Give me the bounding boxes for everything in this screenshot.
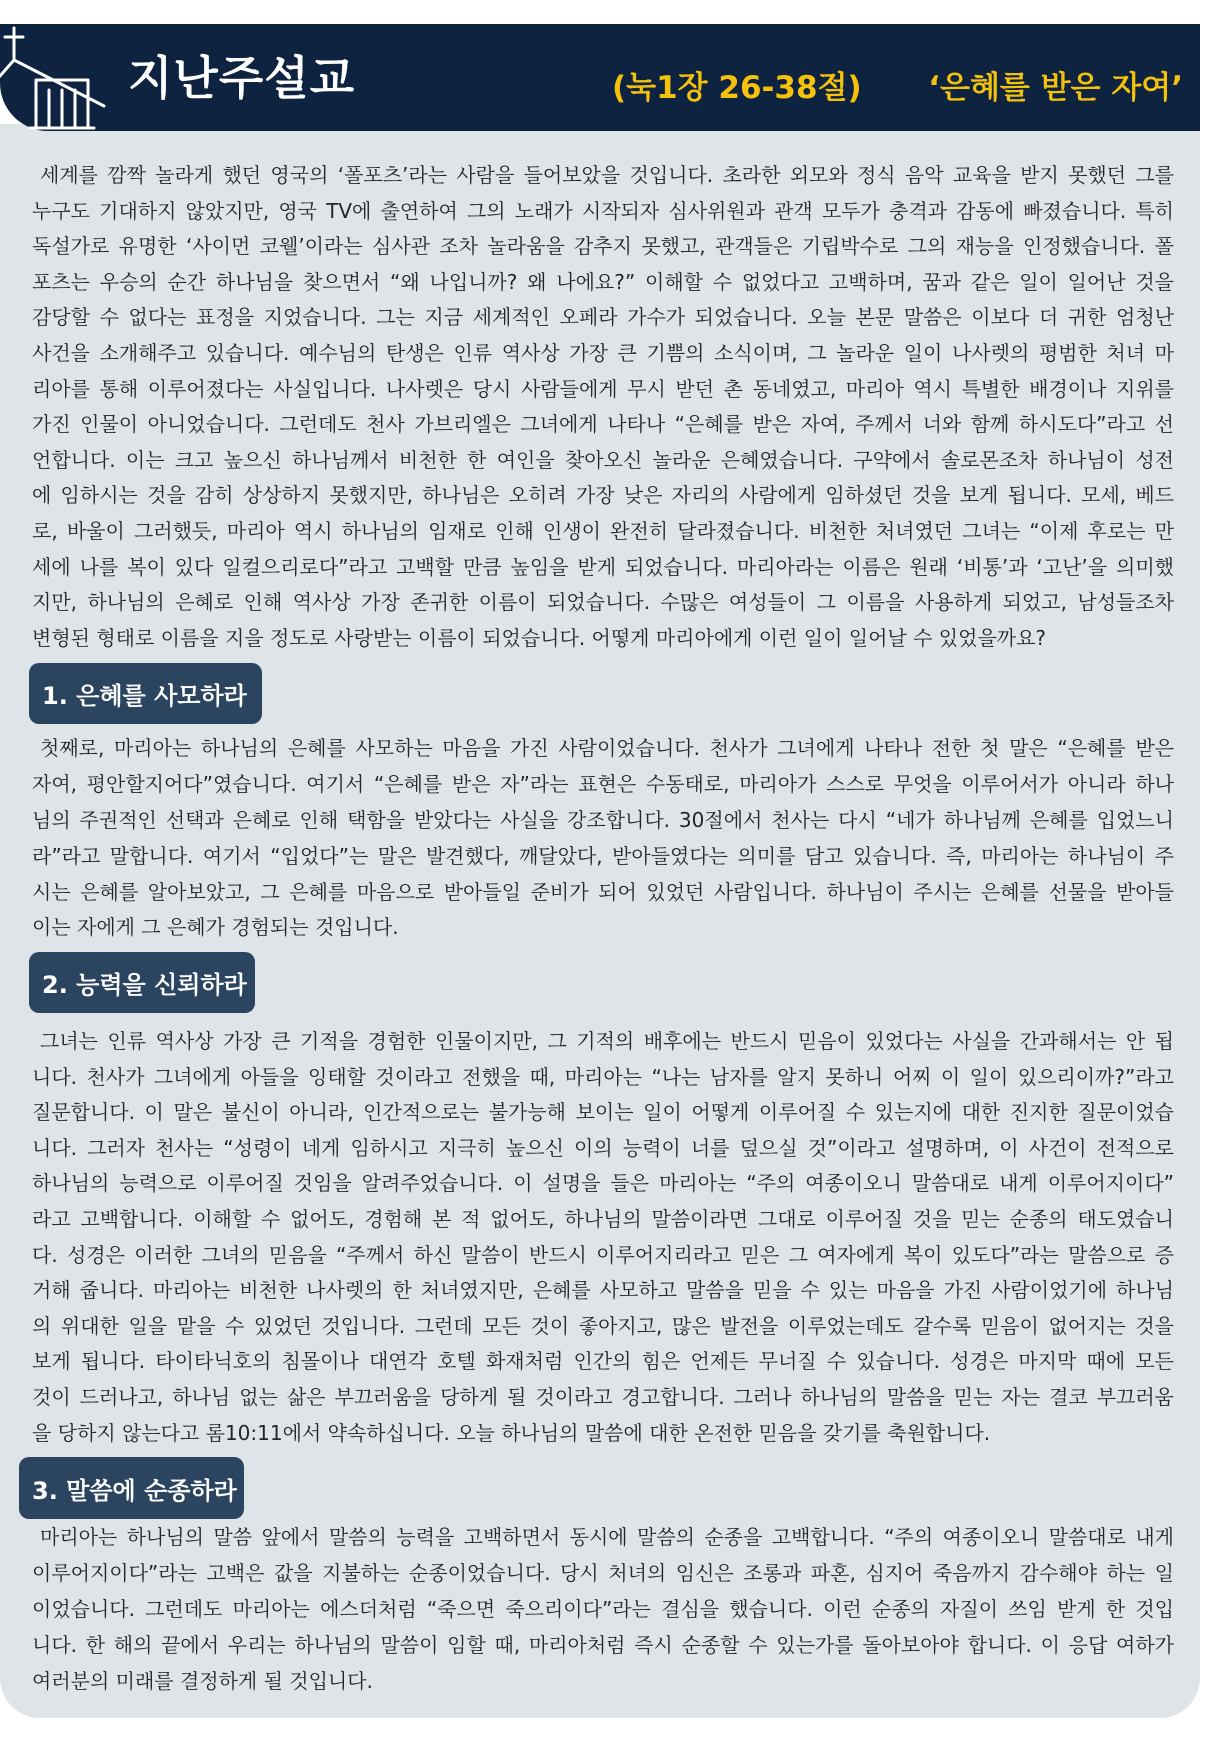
body-line: 하나님의 능력으로 이루어질 것임을 알려주었습니다. 이 설명을 들은 마리아는 “주의 여종이오니 말씀대로 내게 이루어지이다” [32,1171,1174,1196]
body-line: 가진 인물이 아니었습니다. 그런데도 천사 가브리엘은 그녀에게 나타나 “은혜를 받은 자여, 주께서 너와 함께 하시도다”라고 선 [32,412,1174,437]
body-line: 다. 성경은 이러한 그녀의 믿음을 “주께서 하신 말씀이 반드시 이루어지리라고 믿은 그 여자에게 복이 있도다”라는 말씀으로 증 [32,1242,1174,1267]
body-line: 리아를 통해 이루어졌다는 사실입니다. 나사렛은 당시 사람들에게 무시 받던 촌 동네였고, 마리아 역시 특별한 배경이나 지위를 [32,376,1174,401]
body-line: 감당할 수 없다는 표정을 지었습니다. 그는 지금 세계적인 오페라 가수가 되었습니다. 오늘 본문 말씀은 이보다 더 귀한 엄청난 [32,305,1174,330]
sermon-title: ‘은혜를 받은 자여’ [928,70,1183,106]
body-line: 변형된 형태로 이름을 지을 정도로 사랑받는 이름이 되었습니다. 어떻게 마리아에게 이런 일이 일어날 수 있었을까요? [32,625,1047,650]
body-line: 지만, 하나님의 은혜로 인해 역사상 가장 존귀한 이름이 되었습니다. 수많은 여성들이 그 이름을 사용하게 되었고, 남성들조차 [32,590,1174,615]
body-line: 첫째로, 마리아는 하나님의 은혜를 사모하는 마음을 가진 사람이었습니다. 천사가 그녀에게 나타나 전한 첫 말은 “은혜를 받은 [40,736,1174,760]
body-line: 것이 드러나고, 하나님 없는 삶은 부끄러움을 당하게 될 것이라고 경고합니다. 그러나 하나님의 말씀을 믿는 자는 결코 부끄러움 [32,1384,1174,1409]
section-paragraph [32,731,1174,946]
body-line: 마리아는 하나님의 말씀 앞에서 말씀의 능력을 고백하면서 동시에 말씀의 순종을 고백합니다. “주의 여종이오니 말씀대로 내게 [40,1525,1174,1549]
body-line: 세에 나를 복이 있다 일컬으리로다”라고 고백할 만큼 높임을 받게 되었습니다. 마리아라는 이름은 원래 ‘비통’과 ‘고난’을 의미했 [32,554,1174,579]
body-line: 여러분의 미래를 결정하게 될 것입니다. [32,1669,373,1693]
section-heading [29,663,262,724]
body-line: 보게 됩니다. 타이타닉호의 침몰이나 대연각 호텔 화재처럼 인간의 힘은 언제든 무너질 수 있습니다. 성경은 마지막 때에 모든 [32,1349,1174,1374]
body-line: 니다. 천사가 그녀에게 아들을 잉태할 것이라고 전했을 때, 마리아는 “나는 남자를 알지 못하니 어찌 이 일이 있으리이까?”라고 [32,1064,1174,1089]
body-line: 라”라고 말합니다. 여기서 “입었다”는 말은 발견했다, 깨달았다, 받아들였다는 의미를 담고 있습니다. 즉, 마리아는 하나님이 주 [32,843,1174,868]
body-line: 질문합니다. 이 말은 불신이 아니라, 인간적으로는 불가능해 보이는 일이 어떻게 이루어질 수 있는지에 대한 진지한 질문이었습 [32,1100,1174,1125]
church-icon [0,24,120,131]
body-line: 시는 은혜를 알아보았고, 그 은혜를 마음으로 받아들일 준비가 되어 있었던 사람입니다. 하나님이 주시는 은혜를 선물을 받아들 [32,879,1174,904]
body-line: 에 임하시는 것을 감히 상상하지 못했지만, 하나님은 오히려 가장 낮은 자리의 사람에게 임하셨던 것을 보게 됩니다. 모세, 베드 [32,483,1174,508]
body-line: 을 당하지 않는다고 롬10:11에서 약속하십니다. 오늘 하나님의 말씀에 대한 온전한 믿음을 갖기를 축원합니다. [32,1420,991,1445]
intro-paragraph [32,158,1174,656]
body-line: 니다. 그러자 천사는 “성령이 네게 임하시고 지극히 높으신 이의 능력이 너를 덮으실 것”이라고 설명하며, 이 사건이 전적으로 [32,1135,1174,1160]
body-line: 님의 주권적인 선택과 은혜로 인해 택함을 받았다는 사실을 강조합니다. 30절에서 천사는 다시 “네가 하나님께 은혜를 입었느니 [32,807,1174,832]
page-title: 지난주설교 [128,51,356,105]
section-heading-label: 1. 은혜를 사모하라 [42,682,247,710]
body-line: 이는 자에게 그 은혜가 경험되는 것입니다. [32,915,399,940]
section-heading-label: 3. 말씀에 순종하라 [32,1476,237,1505]
scripture-reference: (눅1장 26-38절) [612,70,862,106]
body-line: 그녀는 인류 역사상 가장 큰 기적을 경험한 인물이지만, 그 기적의 배후에는 반드시 믿음이 있었다는 사실을 간과해서는 안 됩 [40,1029,1174,1053]
body-line: 포츠는 우승의 순간 하나님을 찾으면서 “왜 나입니까? 왜 나에요?” 이해할 수 없었다고 고백하며, 꿈과 같은 일이 일어난 것을 [32,269,1174,294]
body-line: 니다. 한 해의 끝에서 우리는 하나님의 말씀이 임할 때, 마리아처럼 즉시 순종할 수 있는가를 돌아보아야 합니다. 이 응답 여하가 [32,1633,1174,1657]
section-paragraph [32,1024,1174,1451]
section-heading-label: 2. 능력을 신뢰하라 [42,971,247,999]
body-line: 이었습니다. 그런데도 마리아는 에스더처럼 “죽으면 죽으리이다”라는 결심을 했습니다. 이런 순종의 자질이 쓰임 받게 한 것입 [32,1597,1174,1621]
body-line: 이루어지이다”라는 고백은 값을 지불하는 순종이었습니다. 당시 처녀의 임신은 조롱과 파혼, 심지어 죽음까지 감수해야 하는 일 [32,1561,1174,1585]
section-heading [29,952,255,1013]
body-line: 자여, 평안할지어다”였습니다. 여기서 “은혜를 받은 자”라는 표현은 수동태로, 마리아가 스스로 무엇을 이루어서가 아니라 하나 [32,771,1174,796]
body-line: 세계를 깜짝 놀라게 했던 영국의 ‘폴포츠’라는 사람을 들어보았을 것입니다. 초라한 외모와 정식 음악 교육을 받지 못했던 그를 [40,163,1174,187]
body-line: 의 위대한 일을 맡을 수 있었던 것입니다. 그런데 모든 것이 좋아지고, 많은 발전을 이루었는데도 갈수록 믿음이 없어지는 것을 [32,1313,1174,1338]
body-line: 사건을 소개해주고 있습니다. 예수님의 탄생은 인류 역사상 가장 큰 기쁨의 소식이며, 그 놀라운 일이 나사렛의 평범한 처녀 마 [32,340,1174,365]
page-header [0,24,1200,131]
body-line: 언합니다. 이는 크고 높으신 하나님께서 비천한 한 여인을 찾아오신 놀라운 은혜였습니다. 구약에서 솔로몬조차 하나님이 성전 [32,447,1174,472]
section-paragraph [32,1519,1174,1699]
body-line: 독설가로 유명한 ‘사이먼 코웰’이라는 심사관 조차 놀라움을 감추지 못했고, 관객들은 기립박수로 그의 재능을 인정했습니다. 폴 [32,234,1174,259]
body-line: 누구도 기대하지 않았지만, 영국 TV에 출연하여 그의 노래가 시작되자 심사위원과 관객 모두가 충격과 감동에 빠졌습니다. 특히 [32,198,1174,223]
section-heading [19,1457,244,1519]
body-line: 거해 줍니다. 마리아는 비천한 나사렛의 한 처녀였지만, 은혜를 사모하고 말씀을 믿을 수 있는 마음을 가진 사람이었기에 하나님 [32,1278,1174,1303]
body-line: 라고 고백합니다. 이해할 수 없어도, 경험해 본 적 없어도, 하나님의 말씀이라면 그대로 이루어질 것을 믿는 순종의 태도였습니 [32,1206,1174,1231]
body-line: 로, 바울이 그러했듯, 마리아 역시 하나님의 임재로 인해 인생이 완전히 달라졌습니다. 비천한 처녀였던 그녀는 “이제 후로는 만 [32,518,1174,543]
